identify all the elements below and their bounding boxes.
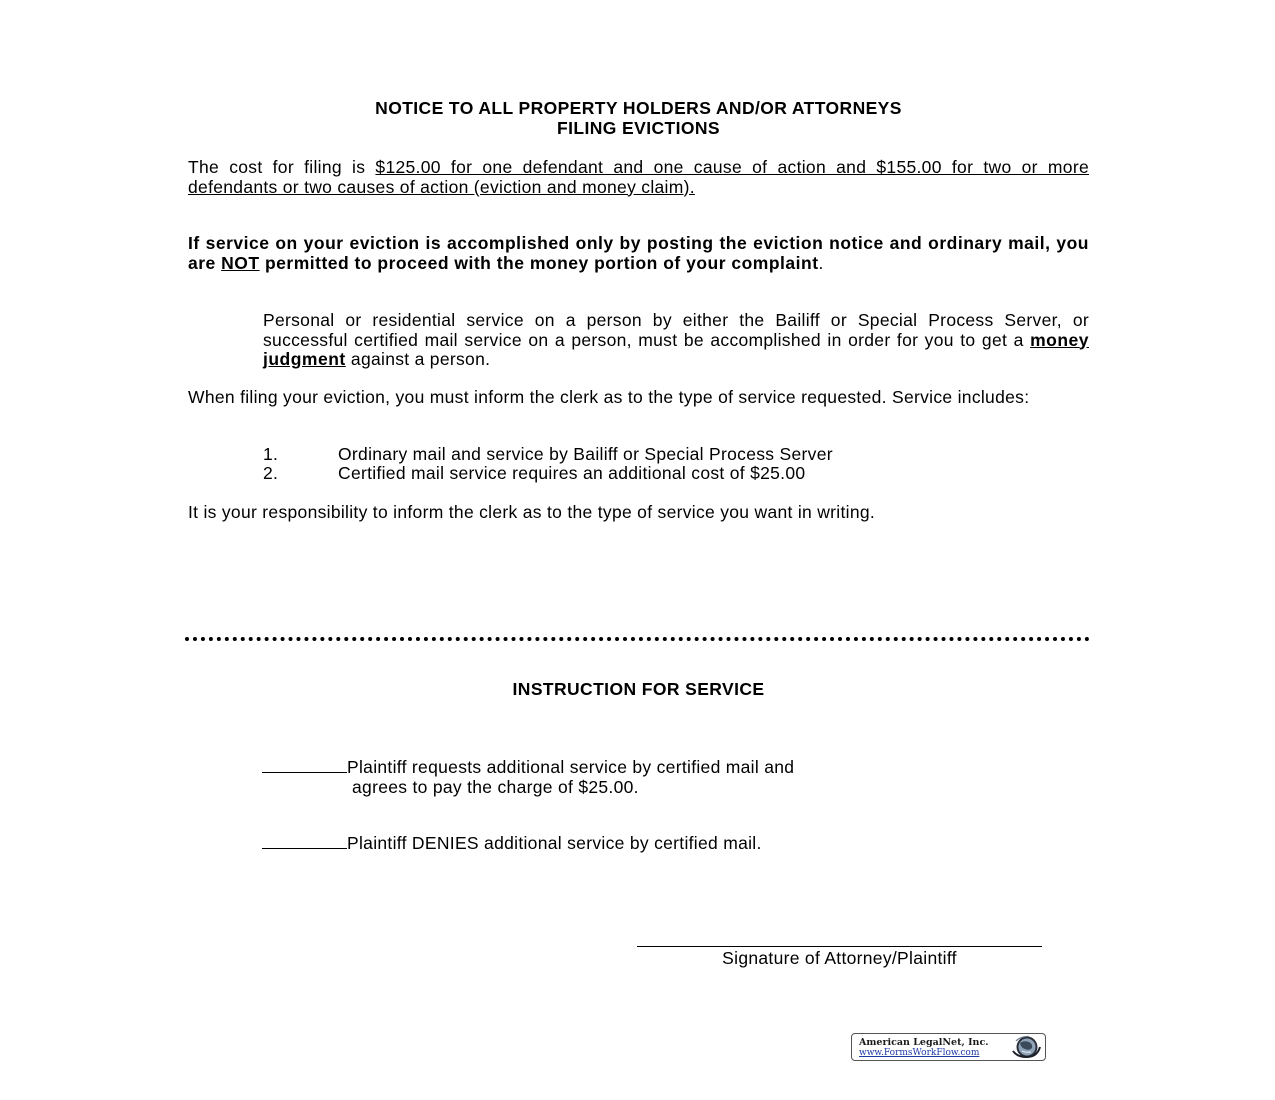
list-number: 1. xyxy=(263,444,279,464)
list-text: Ordinary mail and service by Bailiff or Special Process Server xyxy=(338,444,833,464)
signature-label: Signature of Attorney/Plaintiff xyxy=(722,948,957,968)
personal-service-paragraph xyxy=(263,311,1089,370)
instruction-title: INSTRUCTION FOR SERVICE xyxy=(512,679,765,699)
cost-prefix: The cost for filing is xyxy=(188,157,376,177)
service-list-item xyxy=(263,445,833,465)
list-number: 2. xyxy=(263,463,279,483)
notice-title xyxy=(188,99,1089,138)
title-line-1: NOTICE TO ALL PROPERTY HOLDERS AND/OR ATTORNEYS xyxy=(375,98,902,118)
logo-company: American LegalNet, Inc. xyxy=(859,1037,989,1048)
title-line-2: FILING EVICTIONS xyxy=(557,117,720,138)
service-intro-paragraph: When filing your eviction, you must inform the clerk as to the type of service requested. Service includes: xyxy=(188,387,1030,407)
responsibility-paragraph: It is your responsibility to inform the clerk as to the type of service you want in writing. xyxy=(188,502,876,522)
globe-icon xyxy=(1007,1035,1043,1059)
not-emphasis: NOT xyxy=(221,252,260,273)
posting-warning-after: permitted to proceed with the money portion of your complaint xyxy=(259,252,819,273)
deny-option xyxy=(262,834,762,854)
posting-warning-before: If service on your eviction is accomplished only by posting the eviction notice and ordinary mail, you are xyxy=(188,233,1089,273)
signature-line[interactable] xyxy=(637,946,1042,947)
cut-line-divider xyxy=(185,637,1090,641)
request-checkbox-blank[interactable] xyxy=(262,760,347,773)
request-line-2: agrees to pay the charge of $25.00. xyxy=(352,776,639,797)
logo-url-link[interactable]: www.FormsWorkFlow.com xyxy=(859,1048,980,1058)
personal-service-before: Personal or residential service on a person by either the Bailiff or Special Process Server, or successful certified mail service on a person, must be accomplished in order for you to get a xyxy=(263,310,1089,350)
deny-text: Plaintiff DENIES additional service by certified mail. xyxy=(347,833,762,853)
money-judgment-emphasis: money judgment xyxy=(263,329,1089,369)
service-list-item xyxy=(263,464,805,484)
personal-service-after: against a person. xyxy=(345,349,491,369)
deny-checkbox-blank[interactable] xyxy=(262,836,347,849)
request-option xyxy=(262,758,794,797)
list-text: Certified mail service requires an additional cost of $25.00 xyxy=(338,463,806,483)
posting-warning-paragraph xyxy=(188,234,1089,273)
american-legalnet-logo xyxy=(851,1033,1046,1061)
cost-amounts: $125.00 for one defendant and one cause of action and $155.00 for two or more defendants or two causes of action (eviction and money claim). xyxy=(188,157,1089,197)
cost-paragraph xyxy=(188,158,1089,197)
request-line-1: Plaintiff requests additional service by certified mail and xyxy=(347,757,795,777)
posting-warning-end: . xyxy=(818,252,824,273)
